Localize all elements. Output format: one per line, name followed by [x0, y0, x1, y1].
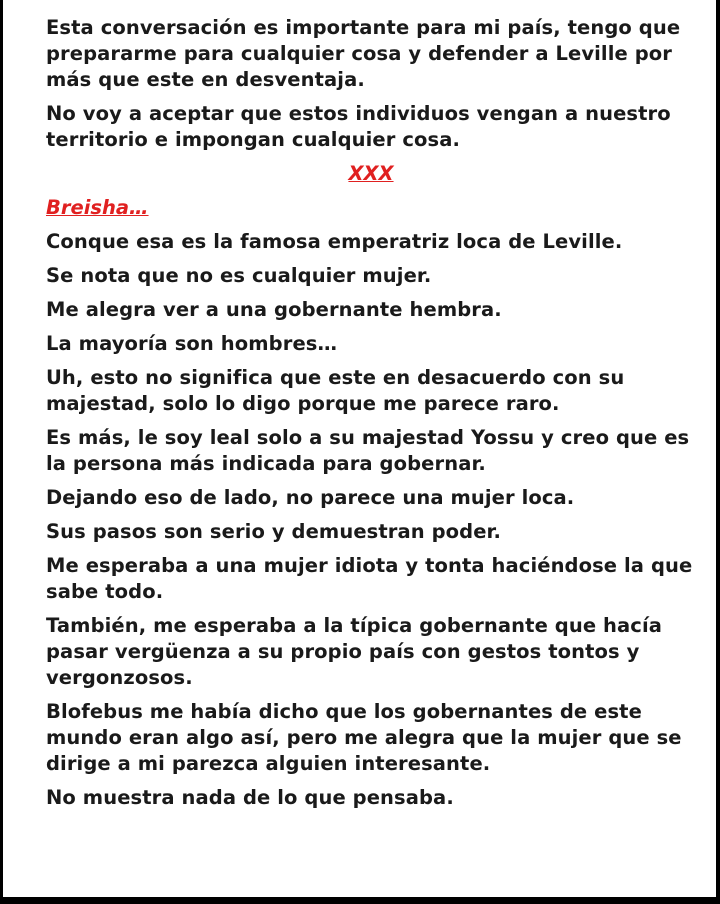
paragraph: La mayoría son hombres… — [46, 332, 338, 355]
paragraph: Me esperaba a una mujer idiota y tonta haciéndose la que sabe todo. — [46, 554, 693, 603]
paragraph: Dejando eso de lado, no parece una mujer loca. — [46, 486, 575, 509]
paragraph: No muestra nada de lo que pensaba. — [46, 786, 454, 809]
document-page — [3, 0, 716, 897]
paragraph: Es más, le soy leal solo a su majestad Yossu y creo que es la persona más indicada para gobernar. — [46, 426, 690, 475]
speaker-heading: Breisha… — [46, 196, 149, 219]
paragraph: No voy a aceptar que estos individuos vengan a nuestro territorio e impongan cualquier cosa. — [46, 102, 671, 151]
paragraph: Se nota que no es cualquier mujer. — [46, 264, 432, 287]
paragraph: Blofebus me había dicho que los gobernantes de este mundo eran algo así, pero me alegra que la mujer que se dirige a mi parezca alguien interesante. — [46, 700, 682, 775]
paragraph: Uh, esto no significa que este en desacuerdo con su majestad, solo lo digo porque me parece raro. — [46, 366, 625, 415]
paragraph: Sus pasos son serio y demuestran poder. — [46, 520, 501, 543]
paragraph: Me alegra ver a una gobernante hembra. — [46, 298, 502, 321]
section-separator: XXX — [348, 162, 394, 185]
paragraph: Esta conversación es importante para mi país, tengo que prepararme para cualquier cosa y defender a Leville por más que este en desventaja. — [46, 16, 681, 91]
paragraph: Conque esa es la famosa emperatriz loca de Leville. — [46, 230, 623, 253]
paragraph: También, me esperaba a la típica gobernante que hacía pasar vergüenza a su propio país con gestos tontos y vergonzosos. — [46, 614, 662, 689]
